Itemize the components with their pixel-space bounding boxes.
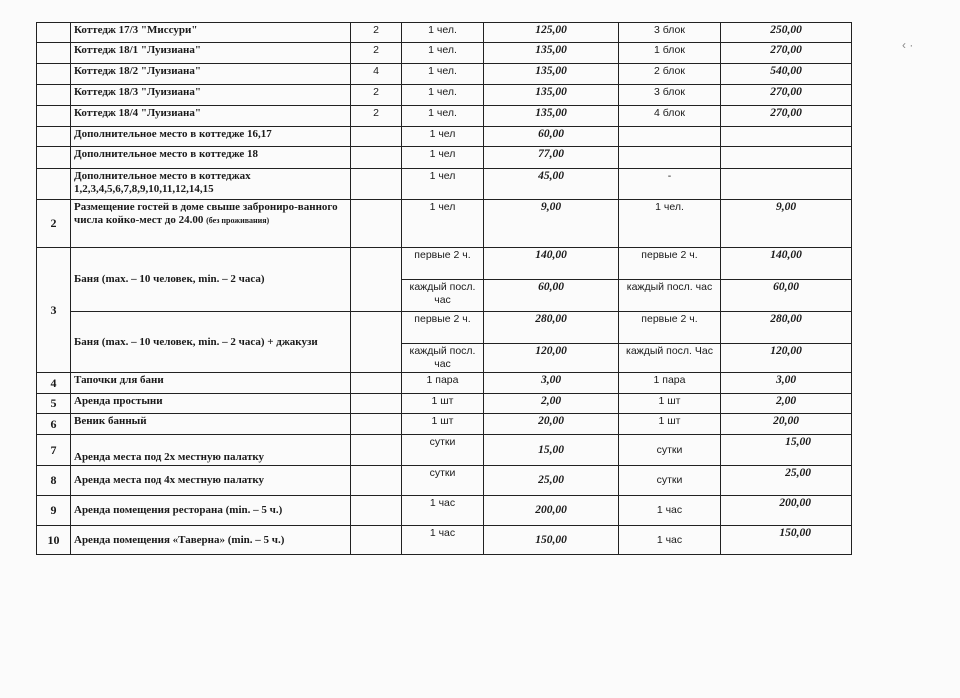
unit-2: 1 час xyxy=(619,526,721,555)
service-name: Коттедж 18/2 "Луизиана" xyxy=(71,64,351,85)
table-row xyxy=(37,169,852,200)
service-name: Дополнительное место в коттедже 16,17 xyxy=(71,127,351,147)
unit-2: 4 блок xyxy=(619,106,721,127)
unit-1: 1 чел. xyxy=(402,23,484,43)
beds-count xyxy=(351,373,402,394)
table-row xyxy=(37,248,852,280)
row-number xyxy=(37,147,71,169)
beds-count xyxy=(351,414,402,435)
price-2: 150,00 xyxy=(721,526,852,555)
price-1: 135,00 xyxy=(484,64,619,85)
service-name: Аренда помещения ресторана (min. – 5 ч.) xyxy=(71,496,351,526)
row-number xyxy=(37,23,71,43)
unit-1: каждый посл. час xyxy=(402,280,484,312)
beds-count: 2 xyxy=(351,23,402,43)
row-number: 9 xyxy=(37,496,71,526)
price-2 xyxy=(721,127,852,147)
beds-count xyxy=(351,248,402,312)
unit-1: 1 чел. xyxy=(402,64,484,85)
row-number: 4 xyxy=(37,373,71,394)
unit-2: каждый посл. Час xyxy=(619,344,721,373)
service-name: Баня (max. – 10 человек, min. – 2 часа) xyxy=(71,248,351,312)
beds-count xyxy=(351,169,402,200)
price-1: 135,00 xyxy=(484,43,619,64)
price-2: 140,00 xyxy=(721,248,852,280)
table-row xyxy=(37,496,852,526)
price-2: 270,00 xyxy=(721,43,852,64)
unit-1: сутки xyxy=(402,435,484,466)
unit-2: 3 блок xyxy=(619,23,721,43)
price-2: 250,00 xyxy=(721,23,852,43)
unit-1: 1 пара xyxy=(402,373,484,394)
price-1: 60,00 xyxy=(484,280,619,312)
table-row xyxy=(37,312,852,344)
beds-count xyxy=(351,466,402,496)
unit-2: каждый посл. час xyxy=(619,280,721,312)
price-1: 77,00 xyxy=(484,147,619,169)
unit-2 xyxy=(619,127,721,147)
unit-2: сутки xyxy=(619,466,721,496)
table-row xyxy=(37,394,852,414)
table-row xyxy=(37,64,852,85)
unit-2: 1 блок xyxy=(619,43,721,64)
table-row xyxy=(37,147,852,169)
service-name: Аренда простыни xyxy=(71,394,351,414)
price-2 xyxy=(721,147,852,169)
row-number xyxy=(37,64,71,85)
beds-count xyxy=(351,496,402,526)
unit-1: 1 чел xyxy=(402,147,484,169)
price-2: 120,00 xyxy=(721,344,852,373)
table-row xyxy=(37,23,852,43)
table-row xyxy=(37,43,852,64)
price-2: 60,00 xyxy=(721,280,852,312)
unit-2 xyxy=(619,147,721,169)
price-1: 200,00 xyxy=(484,496,619,526)
service-note: (без проживания) xyxy=(206,216,270,225)
unit-2: сутки xyxy=(619,435,721,466)
table-row xyxy=(37,85,852,106)
unit-1: 1 час xyxy=(402,526,484,555)
price-2: 15,00 xyxy=(721,435,852,466)
price-1: 2,00 xyxy=(484,394,619,414)
unit-2: первые 2 ч. xyxy=(619,312,721,344)
table-row xyxy=(37,200,852,248)
service-name: Веник банный xyxy=(71,414,351,435)
table-row xyxy=(37,466,852,496)
scan-mark: ‹ · xyxy=(902,38,914,52)
unit-1: 1 чел. xyxy=(402,106,484,127)
row-number: 5 xyxy=(37,394,71,414)
beds-count xyxy=(351,127,402,147)
table-row xyxy=(37,373,852,394)
row-number xyxy=(37,85,71,106)
price-2: 3,00 xyxy=(721,373,852,394)
service-name: Аренда места под 2х местную палатку xyxy=(71,435,351,466)
price-2: 200,00 xyxy=(721,496,852,526)
price-2: 25,00 xyxy=(721,466,852,496)
beds-count xyxy=(351,394,402,414)
beds-count xyxy=(351,200,402,248)
unit-1: 1 чел xyxy=(402,127,484,147)
price-2: 280,00 xyxy=(721,312,852,344)
price-2: 270,00 xyxy=(721,106,852,127)
service-name: Коттедж 17/3 "Миссури" xyxy=(71,23,351,43)
service-name: Коттедж 18/3 "Луизиана" xyxy=(71,85,351,106)
unit-2: 1 шт xyxy=(619,394,721,414)
service-name: Коттедж 18/1 "Луизиана" xyxy=(71,43,351,64)
row-number xyxy=(37,169,71,200)
beds-count xyxy=(351,526,402,555)
service-name: Дополнительное место в коттеджах 1,2,3,4,5,6,7,8,9,10,11,12,14,15 xyxy=(71,169,351,200)
unit-2: 1 пара xyxy=(619,373,721,394)
table-row xyxy=(37,435,852,466)
price-2 xyxy=(721,169,852,200)
row-number xyxy=(37,127,71,147)
beds-count: 2 xyxy=(351,106,402,127)
price-1: 135,00 xyxy=(484,85,619,106)
unit-2: 1 шт xyxy=(619,414,721,435)
beds-count xyxy=(351,435,402,466)
unit-2: 3 блок xyxy=(619,85,721,106)
price-1: 150,00 xyxy=(484,526,619,555)
price-1: 125,00 xyxy=(484,23,619,43)
service-name: Коттедж 18/4 "Луизиана" xyxy=(71,106,351,127)
beds-count: 2 xyxy=(351,85,402,106)
price-table xyxy=(36,22,852,555)
service-name: Аренда помещения «Таверна» (min. – 5 ч.) xyxy=(71,526,351,555)
row-number: 10 xyxy=(37,526,71,555)
beds-count xyxy=(351,147,402,169)
price-2: 540,00 xyxy=(721,64,852,85)
unit-2: 2 блок xyxy=(619,64,721,85)
beds-count: 2 xyxy=(351,43,402,64)
unit-1: 1 чел. xyxy=(402,85,484,106)
price-1: 3,00 xyxy=(484,373,619,394)
price-2: 9,00 xyxy=(721,200,852,248)
price-1: 60,00 xyxy=(484,127,619,147)
table-row xyxy=(37,106,852,127)
row-number xyxy=(37,106,71,127)
price-2: 20,00 xyxy=(721,414,852,435)
unit-1: первые 2 ч. xyxy=(402,312,484,344)
unit-1: 1 чел xyxy=(402,169,484,200)
unit-1: 1 чел. xyxy=(402,43,484,64)
beds-count: 4 xyxy=(351,64,402,85)
unit-1: 1 шт xyxy=(402,414,484,435)
unit-1: 1 час xyxy=(402,496,484,526)
table-row xyxy=(37,526,852,555)
unit-1: 1 шт xyxy=(402,394,484,414)
row-number: 3 xyxy=(37,248,71,373)
price-1: 135,00 xyxy=(484,106,619,127)
price-1: 120,00 xyxy=(484,344,619,373)
unit-1: первые 2 ч. xyxy=(402,248,484,280)
service-name: Тапочки для бани xyxy=(71,373,351,394)
unit-1: сутки xyxy=(402,466,484,496)
service-name: Аренда места под 4х местную палатку xyxy=(71,466,351,496)
table-row xyxy=(37,127,852,147)
unit-1: 1 чел xyxy=(402,200,484,248)
row-number: 7 xyxy=(37,435,71,466)
unit-2: первые 2 ч. xyxy=(619,248,721,280)
service-name xyxy=(71,200,351,248)
unit-2: 1 час xyxy=(619,496,721,526)
price-2: 270,00 xyxy=(721,85,852,106)
price-1: 20,00 xyxy=(484,414,619,435)
price-1: 45,00 xyxy=(484,169,619,200)
service-name: Баня (max. – 10 человек, min. – 2 часа) + джакузи xyxy=(71,312,351,373)
price-2: 2,00 xyxy=(721,394,852,414)
price-1: 15,00 xyxy=(484,435,619,466)
service-name-text: Размещение гостей в доме свыше заброниро-ванного числа койко-мест до 24.00 xyxy=(74,201,338,226)
row-number: 2 xyxy=(37,200,71,248)
price-1: 25,00 xyxy=(484,466,619,496)
price-1: 9,00 xyxy=(484,200,619,248)
row-number: 8 xyxy=(37,466,71,496)
row-number: 6 xyxy=(37,414,71,435)
unit-2: 1 чел. xyxy=(619,200,721,248)
price-1: 140,00 xyxy=(484,248,619,280)
unit-2: - xyxy=(619,169,721,200)
price-1: 280,00 xyxy=(484,312,619,344)
row-number xyxy=(37,43,71,64)
table-row xyxy=(37,414,852,435)
beds-count xyxy=(351,312,402,373)
service-name: Дополнительное место в коттедже 18 xyxy=(71,147,351,169)
unit-1: каждый посл. час xyxy=(402,344,484,373)
